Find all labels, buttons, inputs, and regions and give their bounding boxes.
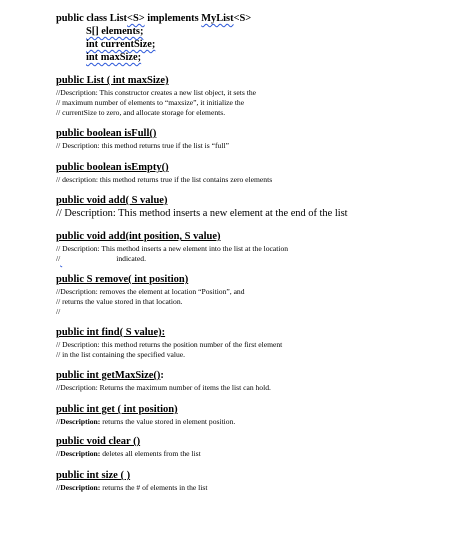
- field-current-size: [86, 39, 155, 50]
- size-description-text: returns the # of elements in the list: [100, 483, 208, 492]
- is-full-signature: public boolean isFull(): [56, 128, 157, 139]
- find-description-2: // in the list containing the specified value.: [56, 350, 186, 359]
- get-description-label: Description:: [60, 417, 101, 426]
- field-max-size: [86, 52, 141, 63]
- class-interface-name: MyList: [201, 13, 234, 24]
- get-signature: public int get ( int position): [56, 404, 178, 415]
- field-current-size-text: int currentSize;: [86, 39, 156, 50]
- size-description-prefix: //: [56, 483, 61, 492]
- get-description-text: returns the value stored in element position.: [100, 417, 236, 426]
- find-signature: public int find( S value):: [56, 327, 166, 338]
- size-description-label: Description:: [60, 483, 101, 492]
- remove-description-1: //Description: removes the element at location “Position”, and: [56, 287, 245, 296]
- class-implements-keyword: implements: [144, 13, 202, 24]
- get-description-prefix: //: [56, 417, 61, 426]
- get-max-size-signature-line: [56, 370, 164, 381]
- get-description: [56, 417, 235, 426]
- add-description: // Description: This method inserts a new element at the end of the list: [56, 208, 348, 219]
- clear-description: [56, 449, 201, 458]
- remove-description-3: //: [56, 307, 61, 316]
- constructor-signature: public List ( int maxSize): [56, 75, 169, 86]
- constructor-description-1: //Description: This constructor creates a new list object, it sets the: [56, 88, 256, 97]
- constructor-description-3: // currentSize to zero, and allocate storage for elements.: [56, 108, 226, 117]
- get-max-size-signature: public int getMaxSize(): [56, 370, 161, 381]
- add-position-description-2: [56, 254, 146, 263]
- add-signature: public void add( S value): [56, 195, 168, 206]
- add-position-description-2-prefix: //: [56, 254, 61, 263]
- remove-description-2: // returns the value stored in that location.: [56, 297, 183, 306]
- remove-signature: public S remove( int position): [56, 274, 189, 285]
- get-max-size-signature-suffix: :: [160, 370, 164, 381]
- field-max-size-text: int maxSize;: [86, 52, 142, 63]
- size-description: [56, 483, 207, 492]
- add-position-description-1: // Description: This method inserts a new element into the list at the location: [56, 244, 289, 253]
- field-elements-text: S[] elements;: [86, 26, 144, 37]
- size-signature: public int size ( ): [56, 470, 131, 481]
- add-position-blank: [60, 254, 100, 263]
- find-description-1: // Description: this method returns the position number of the first element: [56, 340, 283, 349]
- class-type-param: <S>: [127, 13, 145, 24]
- field-elements: [86, 26, 143, 37]
- clear-description-text: deletes all elements from the list: [100, 449, 201, 458]
- is-empty-description: // description: this method returns true if the list contains zero elements: [56, 175, 273, 184]
- is-empty-signature: public boolean isEmpty(): [56, 162, 169, 173]
- class-interface-param: <S>: [233, 13, 252, 24]
- add-position-signature: public void add(int position, S value): [56, 231, 221, 242]
- clear-description-prefix: //: [56, 449, 61, 458]
- clear-description-label: Description:: [60, 449, 101, 458]
- class-declaration-prefix: public class List: [56, 13, 128, 24]
- get-max-size-description: //Description: Returns the maximum number of items the list can hold.: [56, 383, 271, 392]
- add-position-description-2-suffix: indicated.: [116, 254, 146, 263]
- clear-signature: public void clear (): [56, 436, 141, 447]
- class-declaration: [56, 13, 251, 24]
- is-full-description: // Description: this method returns true if the list is “full”: [56, 141, 229, 150]
- constructor-description-2: // maximum number of elements to “maxsize”, it initialize the: [56, 98, 245, 107]
